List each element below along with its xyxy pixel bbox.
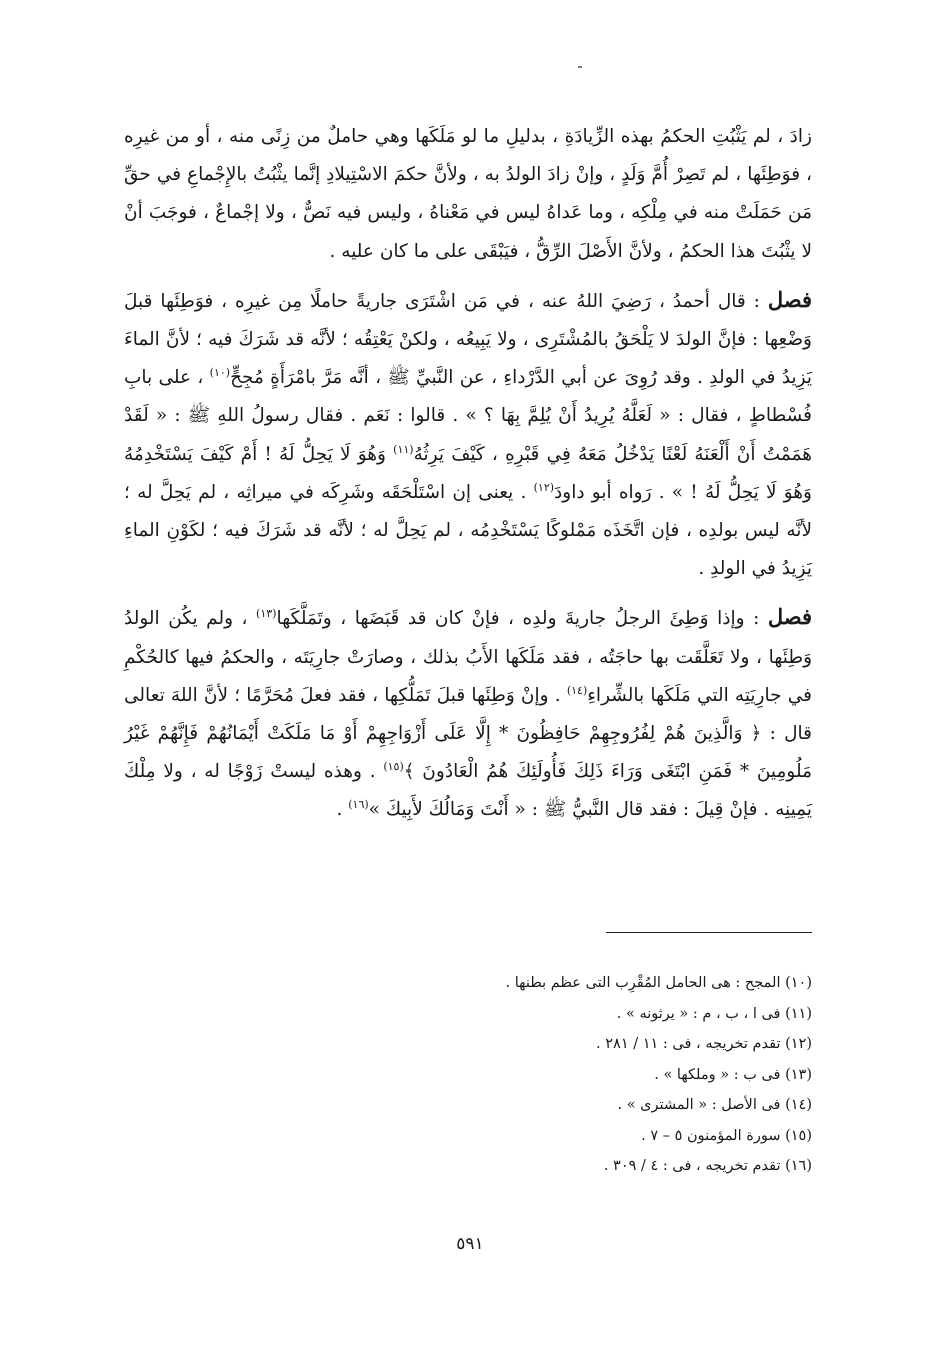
footnote-11: (١١) فى ا ، ب ، م : « يرثونه » .	[616, 1005, 812, 1022]
footnote-ref-16: (١٦)	[348, 798, 369, 812]
footnote-14: (١٤) فى الأصل : « المشترى » .	[617, 1097, 812, 1113]
footnote-ref-14: (١٤)	[566, 683, 588, 697]
paragraph-text: ، ولم يكُن الولدُ وَطِئَها ، ولا تَعَلَّقَت بها حاجَتُه ، فقد مَلَكَها الأَبُ بذلك ، وصارَتْ جارِيَتَه ، والحكمُ فيها كالحُكْمِ في جارِيَتِه التي مَلَكَها بالشِّراءِ	[124, 608, 812, 706]
paragraph-text: ، على بابِ فُسْطاطٍ ، فقال : « لَعَلَّهُ يُرِيدُ أَنْ يُلِمَّ بِهَا ؟ » . قالوا : نَعَم . فقال رسولُ اللهِ ﷺ : « لَقَدْ هَمَمْتُ أَنْ أَلْعَنَهُ لَعْنًا يَدْخُلُ مَعَهُ فِي قَبْرِهِ ، كَيْفَ يَرِثُهُ	[124, 367, 812, 465]
footnote-ref-10: (١٠)	[209, 366, 231, 380]
paragraph-text: . وهذه ليستْ زَوْجًا له ، ولا مِلْكَ يَمِينِه . فإنْ قِيلَ : فقد قال النَّبيُّ ﷺ : « أَنْتَ وَمَالُكَ لأَبِيكَ »	[124, 761, 812, 821]
paragraph-text: . يعنى إن اسْتَلْحَقَه وشَرِكَه في ميراثِه ، لم يَحِلَّ له ؛ لأنَّه ليس بولدِه ، فإن اتَّخَذَه مَمْلوكًا يَسْتَخْدِمُه ، لم يَحِلَّ له ؛ لأنَّه قد شَرَكَ فيه ؛ لكَوْنِ الماءِ يَزِيدُ في الولدِ .	[124, 481, 812, 580]
footnotes	[300, 968, 812, 1182]
footnote-16: (١٦) تقدم تخريجه ، فى : ٤ / ٣٠٩ .	[603, 1158, 812, 1174]
footnote-10: (١٠) المجح : هى الحامل المُقْرِب التى عظم بطنها .	[505, 975, 812, 991]
paragraph-2	[124, 281, 812, 589]
footnote-12: (١٢) تقدم تخريجه ، فى : ١١ / ٢٨١ .	[596, 1036, 812, 1052]
page-number: ٥٩١	[456, 1234, 484, 1254]
paragraph-text: .	[336, 799, 349, 821]
paragraph-text: وَهُوَ لَا يَحِلُّ لَهُ ! أَمْ كَيْفَ يَسْتَخْدِمُهُ وَهُوَ لَا يَحِلُّ لَهُ ! » . رَواه أبو داودَ	[124, 443, 812, 503]
paragraph-text: : وإذا وَطِئَ الرجلُ جاريةَ ولدِه ، فإنْ كان قد قَبَضَها ، وتَمَلَّكَها	[276, 608, 768, 630]
paragraph-text: . وإنْ وَطِئَها قبلَ تَمَلُّكِها ، فقد فعلَ مُحَرَّمًا ؛ لأنَّ اللهَ تعالى قال : ﴿ وَالَّذِينَ هُمْ لِفُرُوجِهِمْ حَافِظُونَ * إِلَّا عَلَى أَزْوَاجِهِمْ أَوْ مَا مَلَكَتْ أَيْمَانُهُمْ فَإِنَّهُمْ غَيْرُ مَلُومِينَ * فَمَنِ ابْتَغَى وَرَاءَ ذَلِكَ فَأُولَئِكَ هُمُ الْعَادُونَ ﴾	[124, 684, 812, 783]
footnote-ref-15: (١٥)	[383, 760, 404, 774]
paragraph-text: : قال أحمدُ ، رَضِيَ اللهُ عنه ، في مَن اشْتَرَى جاريةً حاملًا مِن غيرِه ، فوَطِئَها قبلَ وَضْعِها : فإنَّ الولدَ لا يَلْحَقُ بالمُشْتَرِى ، ولا يَبِيعُه ، ولكنْ يَعْتِقُه ؛ لأنَّه قد شَرَكَ فيه ؛ لأنَّ الماءَ يَزِيدُ في الولدِ . وقد رُوِىَ عن أبي الدَّرْداءِ ، عن النَّبيِّ ﷺ ، أنَّه مَرَّ بامْرَأَةٍ مُجِحٍّ	[124, 290, 812, 389]
footnote-ref-11: (١١)	[393, 442, 414, 456]
main-text	[124, 118, 812, 840]
section-label: فصل	[767, 604, 812, 630]
section-label: فصل	[767, 286, 812, 312]
scan-speck	[578, 66, 582, 68]
paragraph-1: زادَ ، لم يَثْبُتِ الحكمُ بهذه الزِّيادَةِ ، بدليلِ ما لو مَلَكَها وهي حاملٌ من زِنًى منه ، أو من غيرِه ، فوَطِئَها ، لم تَصِرْ أُمَّ وَلَدٍ ، وإنْ زادَ الولدُ به ، ولأنَّ حكمَ الاسْتِيلادِ إنَّما يثْبُتُ بالإِجْماعِ في حقِّ مَن حَمَلَتْ منه في مِلْكِه ، وما عَداهُ ليس في مَعْناهُ ، وليس فيه نَصٌّ ، ولا إجْماعٌ ، فوجَبَ أنْ لا يثْبُتَ هذا الحكمُ ، ولأنَّ الأَصْلَ الرِّقُّ ، فيَبْقَى على ما كان عليه .	[124, 126, 812, 262]
footnote-13: (١٣) فى ب : « وملكها » .	[654, 1066, 812, 1083]
footnote-15: (١٥) سورة المؤمنون ٥ – ٧ .	[641, 1127, 812, 1144]
footnote-ref-12: (١٢)	[533, 480, 555, 494]
footnote-ref-13: (١٣)	[256, 607, 277, 621]
footnote-separator	[606, 932, 812, 933]
paragraph-3	[124, 598, 812, 829]
